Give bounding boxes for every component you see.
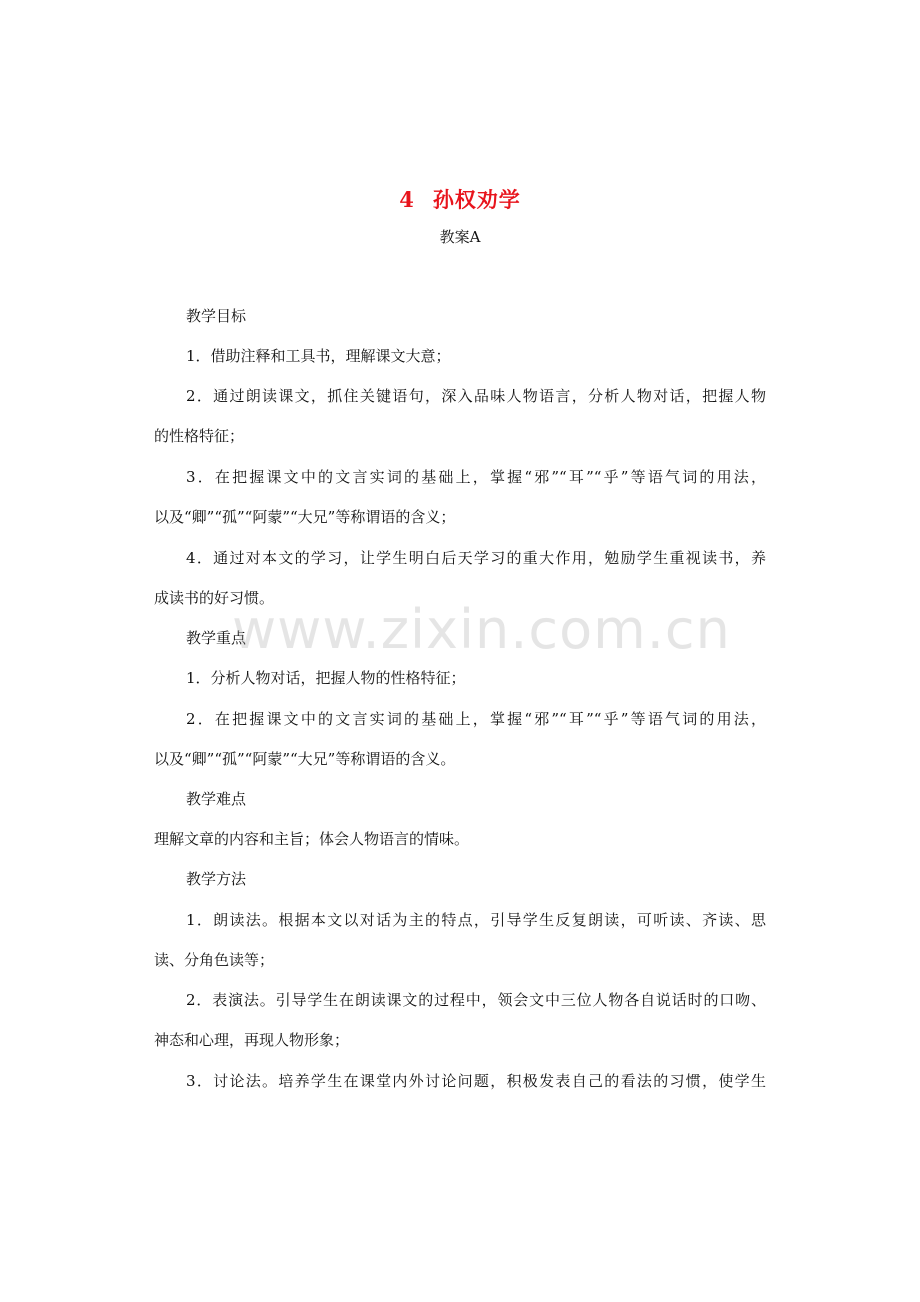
watermark: www.zixin.com.cn [232, 598, 731, 661]
document-subtitle: 教案A [439, 228, 481, 246]
lesson-number: 4 [399, 187, 415, 212]
methods-heading: 教学方法 [186, 870, 247, 888]
goal-4-line-2: 成读书的好习惯。 [154, 589, 275, 607]
method-3-line-1: 3．讨论法。培养学生在课堂内外讨论问题，积极发表自己的看法的习惯，使学生 [186, 1072, 766, 1090]
goal-3-line-1: 3．在把握课文中的文言实词的基础上，掌握“邪”“耳”“乎”等语气词的用法， [186, 468, 766, 486]
key-point-2-line-2: 以及“卿”“孤”“阿蒙”“大兄”等称谓语的含义。 [154, 750, 456, 768]
key-point-1: 1．分析人物对话，把握人物的性格特征； [186, 669, 466, 687]
goal-1: 1．借助注释和工具书，理解课文大意； [186, 347, 451, 365]
method-1-line-1: 1．朗读法。根据本文以对话为主的特点，引导学生反复朗读，可听读、齐读、思 [186, 911, 766, 929]
key-point-2-line-1: 2．在把握课文中的文言实词的基础上，掌握“邪”“耳”“乎”等语气词的用法， [186, 710, 766, 728]
goal-2-line-2: 的性格特征； [154, 427, 245, 445]
document-title [0, 184, 920, 214]
difficulty-1: 理解文章的内容和主旨；体会人物语言的情味。 [154, 830, 470, 848]
method-2-line-2: 神态和心理，再现人物形象； [154, 1031, 350, 1049]
method-1-line-2: 读、分角色读等； [154, 951, 275, 969]
goal-4-line-1: 4．通过对本文的学习，让学生明白后天学习的重大作用，勉励学生重视读书，养 [186, 549, 766, 567]
goals-heading: 教学目标 [186, 307, 247, 325]
difficulties-heading: 教学难点 [186, 790, 247, 808]
goal-3-line-2: 以及“卿”“孤”“阿蒙”“大兄”等称谓语的含义； [154, 508, 456, 526]
key-points-heading: 教学重点 [186, 629, 247, 647]
lesson-title: 孙权劝学 [432, 187, 521, 212]
goal-2-line-1: 2．通过朗读课文，抓住关键语句，深入品味人物语言，分析人物对话，把握人物 [186, 387, 766, 405]
method-2-line-1: 2．表演法。引导学生在朗读课文的过程中，领会文中三位人物各自说话时的口吻、 [186, 991, 766, 1009]
